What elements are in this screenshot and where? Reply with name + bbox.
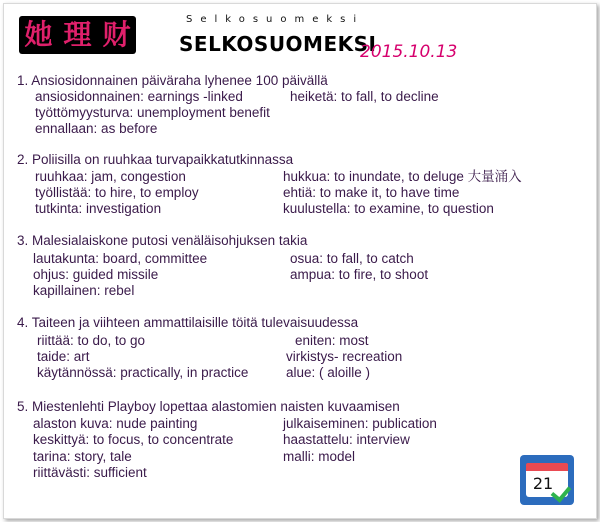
text-line: ampua: to fire, to shoot	[290, 267, 429, 282]
text-line: alaston kuva: nude painting	[33, 416, 198, 431]
text-line: ohjus: guided missile	[33, 267, 159, 282]
text-line: alue: ( aloille )	[286, 365, 371, 380]
text-line: 1. Ansiosidonnainen päiväraha lyhenee 100 päivällä	[17, 73, 328, 88]
text-line: heiketä: to fall, to decline	[290, 89, 439, 104]
page-title: SELKOSUOMEKSI	[179, 32, 377, 56]
text-line: taide: art	[37, 349, 90, 364]
text-line: riittävästi: sufficient	[33, 465, 147, 480]
text-line: kuulustella: to examine, to question	[283, 201, 494, 216]
text-line: riittää: to do, to go	[37, 333, 146, 348]
text-line: tutkinta: investigation	[35, 201, 162, 216]
text-line: virkistys- recreation	[286, 349, 403, 364]
text-line: käytännössä: practically, in practice	[37, 365, 249, 380]
calendar-day: 21	[532, 474, 554, 493]
text-line: haastattelu: interview	[283, 432, 410, 447]
text-line: 3. Malesialaiskone putosi venäläisohjuksen takia	[17, 233, 308, 248]
text-line: työttömyysturva: unemployment benefit	[35, 105, 270, 120]
text-line: kapillainen: rebel	[33, 283, 135, 298]
small-title: Selkosuomeksi	[186, 14, 365, 25]
text-line: julkaiseminen: publication	[283, 416, 437, 431]
date-label: 2015.10.13	[360, 42, 458, 62]
text-line: osua: to fall, to catch	[290, 251, 414, 266]
text-line: keskittyä: to focus, to concentrate	[33, 432, 234, 447]
logo-char: 她	[24, 18, 53, 51]
text-line: tarina: story, tale	[33, 449, 132, 464]
text-line: eniten: most	[295, 333, 369, 348]
text-line: 2. Poliisilla on ruuhkaa turvapaikkatutkinnassa	[17, 152, 294, 167]
logo-char: 财	[102, 18, 131, 51]
text-line: 4. Taiteen ja viihteen ammattilaisille töitä tulevaisuudessa	[17, 315, 359, 330]
logo-char: 理	[63, 18, 92, 51]
text-line: malli: model	[283, 449, 356, 464]
text-line: 5. Miestenlehti Playboy lopettaa alastomien naisten kuvaamisen	[17, 399, 400, 414]
text-line: ansiosidonnainen: earnings -linked	[35, 89, 243, 104]
text-line: ehtiä: to make it, to have time	[283, 185, 460, 200]
text-line: työllistää: to hire, to employ	[35, 185, 199, 200]
text-line: ruuhkaa: jam, congestion	[35, 169, 186, 184]
text-line: ennallaan: as before	[35, 121, 158, 136]
text-line: lautakunta: board, committee	[33, 251, 208, 266]
text-line: hukkua: to inundate, to deluge 大量涌入	[283, 169, 522, 184]
